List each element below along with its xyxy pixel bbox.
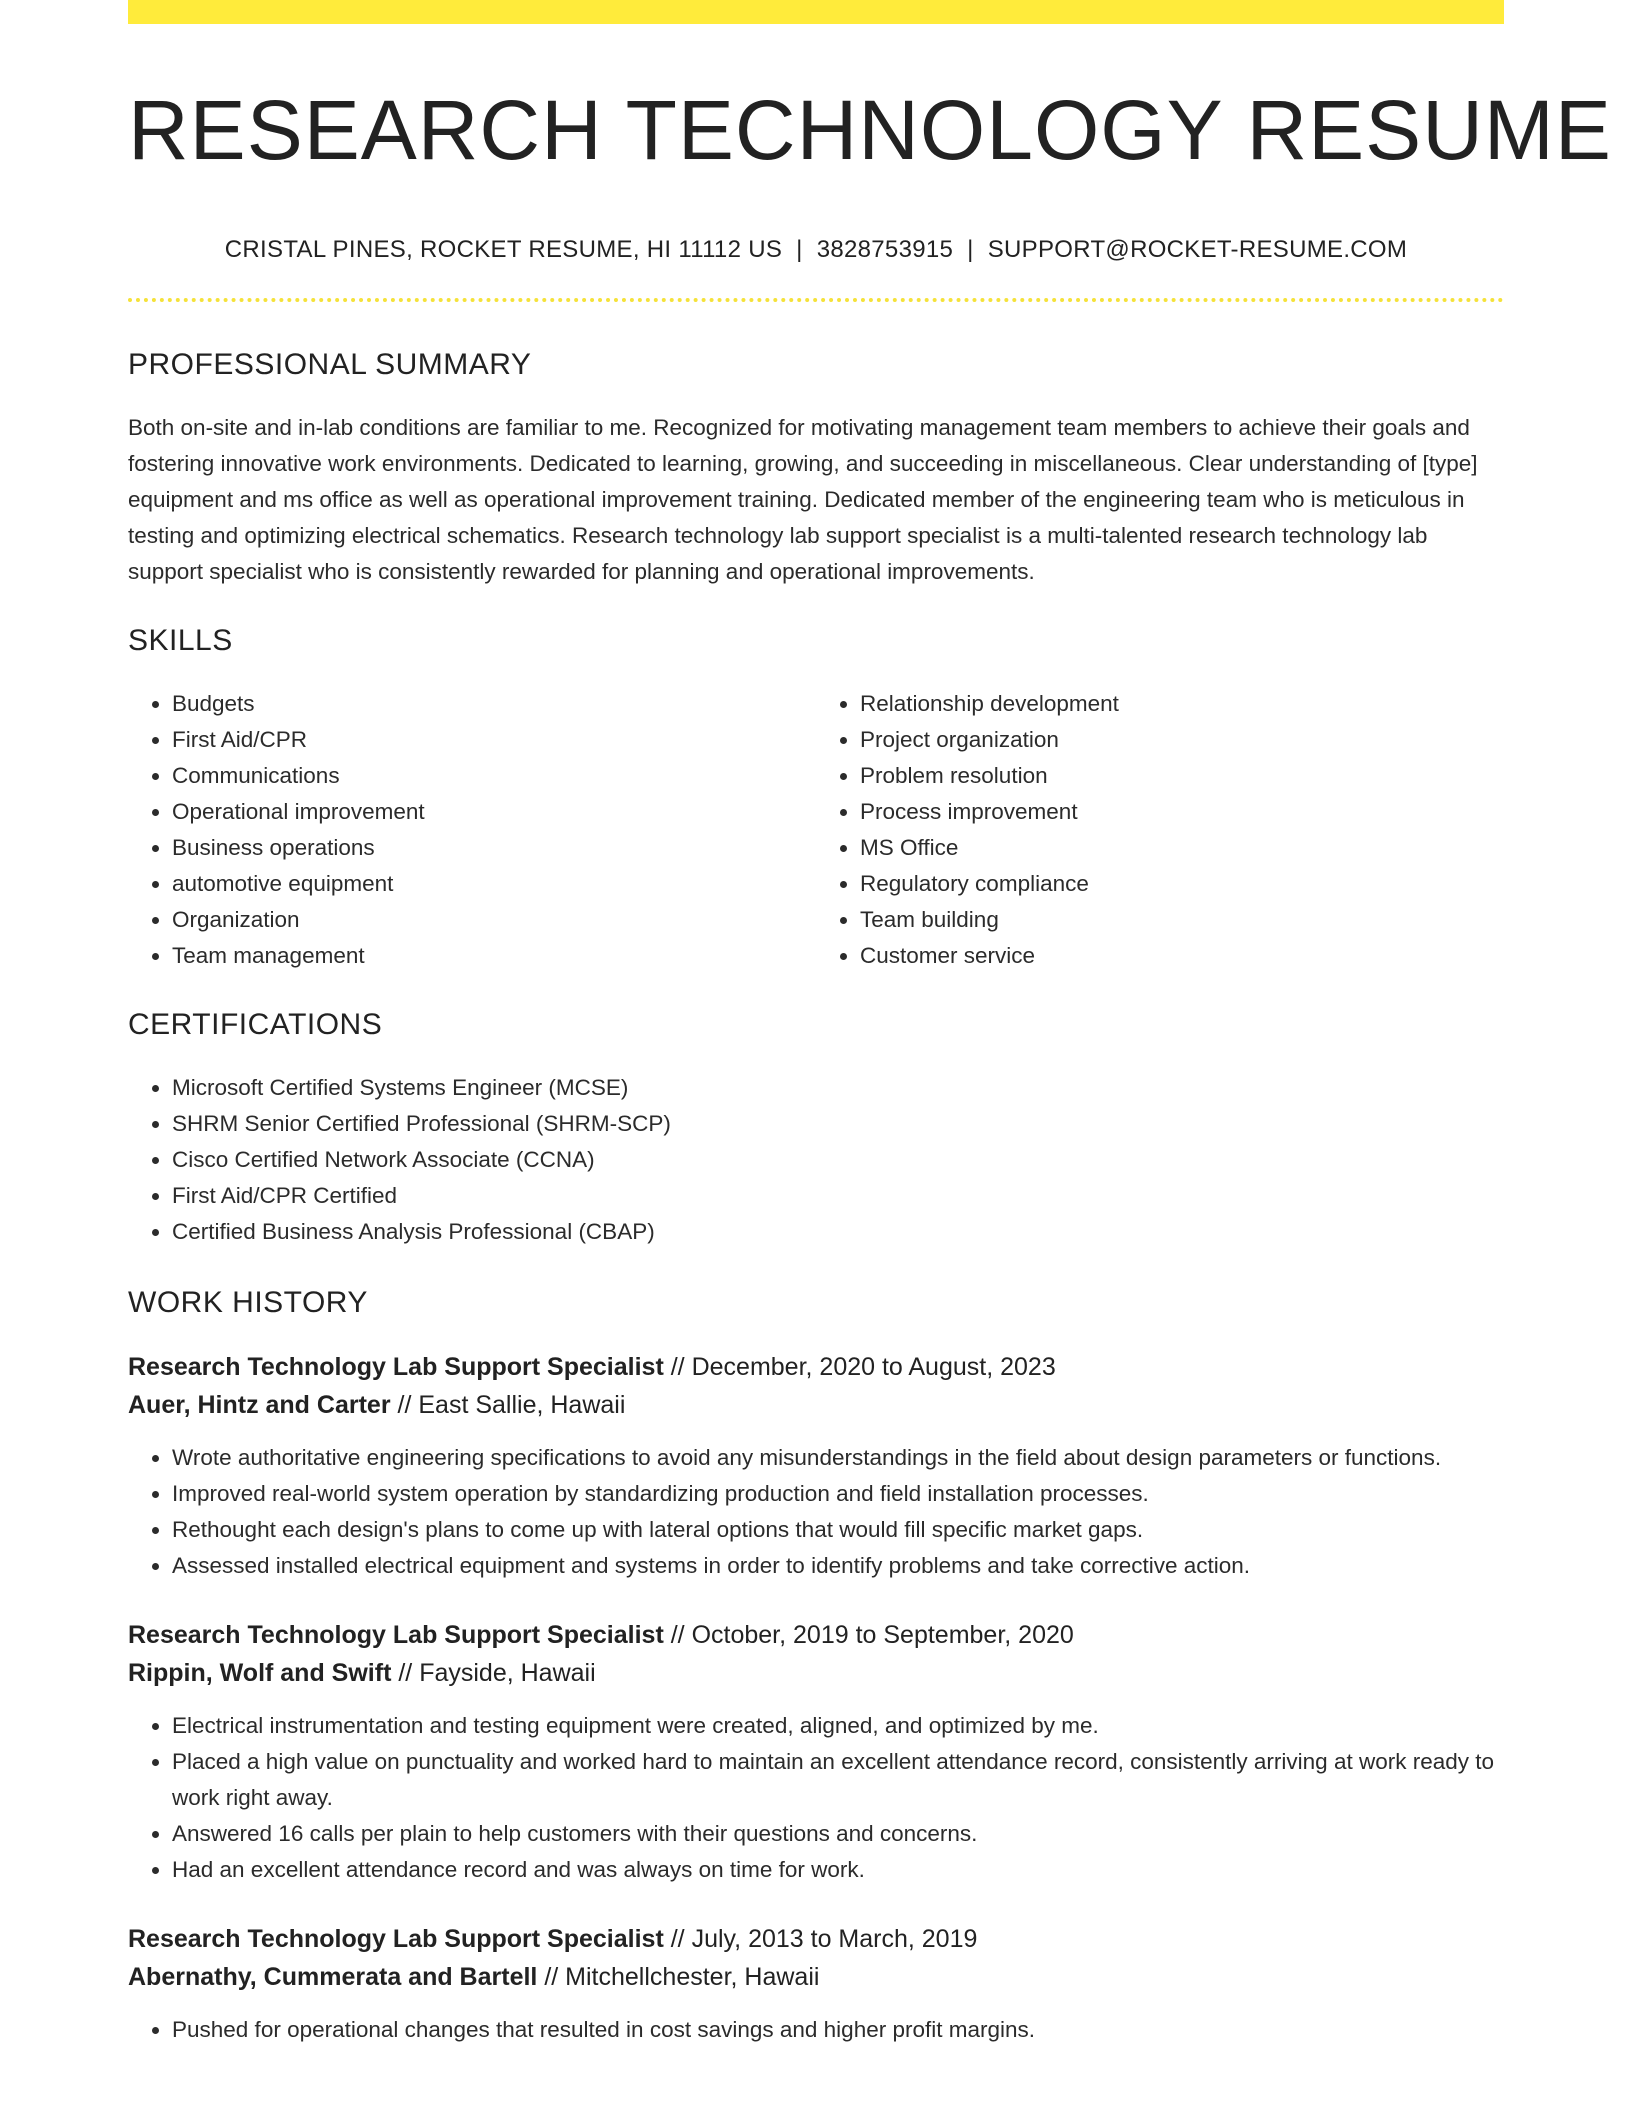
job-title: Research Technology Lab Support Specialist <box>128 1353 664 1382</box>
skill-item: • automotive equipment <box>172 866 816 902</box>
resume-page <box>128 0 1612 2112</box>
job-separator: // <box>663 1353 692 1382</box>
job-company-line <box>128 1386 1504 1424</box>
job-location: Mitchellchester, Hawaii <box>565 1963 820 1992</box>
skill-item: • Process improvement <box>860 794 1504 830</box>
job-bullet: • Pushed for operational changes that resulted in cost savings and higher profit margins. <box>172 2012 1504 2048</box>
job-title: Research Technology Lab Support Specialist <box>128 1925 664 1954</box>
job-entry <box>128 1348 1504 1584</box>
job-company: Abernathy, Cummerata and Bartell <box>128 1963 538 1992</box>
certifications-heading: CERTIFICATIONS <box>128 1008 383 1042</box>
skill-item: • Problem resolution <box>860 758 1504 794</box>
job-location: East Sallie, Hawaii <box>418 1391 626 1420</box>
skills-column-right <box>816 686 1504 974</box>
skill-item: • Team management <box>172 938 816 974</box>
job-location: Fayside, Hawaii <box>419 1659 596 1688</box>
job-separator: // <box>663 1621 692 1650</box>
skill-item: • First Aid/CPR <box>172 722 816 758</box>
summary-text: Both on-site and in-lab conditions are familiar to me. Recognized for motivating management team members to achieve their goals and fostering innovative work environments. Dedicated to learning, growing, and succeeding in miscellaneous. Clear understanding of [type] equipment and ms office as well as operational improvement training. Dedicated member of the engineering team who is meticulous in testing and optimizing electrical schematics. Research technology lab support specialist is a multi-talented research technology lab support specialist who is consistently rewarded for planning and operational improvements. <box>128 415 1478 585</box>
skill-item: • Business operations <box>172 830 816 866</box>
skill-item: • Communications <box>172 758 816 794</box>
job-separator: // <box>391 1659 420 1688</box>
job-company: Auer, Hintz and Carter <box>128 1391 391 1420</box>
skill-item: • MS Office <box>860 830 1504 866</box>
skill-item: • Customer service <box>860 938 1504 974</box>
certification-item: • Cisco Certified Network Associate (CCNA) <box>172 1142 1504 1178</box>
job-dates: December, 2020 to August, 2023 <box>691 1353 1056 1382</box>
contact-email: SUPPORT@ROCKET-RESUME.COM <box>987 236 1408 264</box>
job-title-line <box>128 1616 1504 1654</box>
job-bullets <box>128 2012 1504 2048</box>
job-company-line <box>128 1654 1504 1692</box>
certifications-list <box>128 1070 1504 1250</box>
job-title-line <box>128 1348 1504 1386</box>
certification-item: • SHRM Senior Certified Professional (SHRM-SCP) <box>172 1106 1504 1142</box>
dotted-divider <box>128 298 1504 302</box>
job-bullet: • Wrote authoritative engineering specifications to avoid any misunderstandings in the field about design parameters or functions. <box>172 1440 1504 1476</box>
job-company-line <box>128 1958 1504 1996</box>
skill-item: • Organization <box>172 902 816 938</box>
job-bullet: • Improved real-world system operation by standardizing production and field installation processes. <box>172 1476 1504 1512</box>
contact-phone: 3828753915 <box>816 236 954 264</box>
job-title-line <box>128 1920 1504 1958</box>
contact-line <box>128 236 1504 264</box>
skill-item: • Operational improvement <box>172 794 816 830</box>
certification-item: • Microsoft Certified Systems Engineer (MCSE) <box>172 1070 1504 1106</box>
job-bullet: • Answered 16 calls per plain to help customers with their questions and concerns. <box>172 1816 1504 1852</box>
certification-item: • First Aid/CPR Certified <box>172 1178 1504 1214</box>
certification-item: • Certified Business Analysis Professional (CBAP) <box>172 1214 1504 1250</box>
job-bullet: • Assessed installed electrical equipment and systems in order to identify problems and take corrective action. <box>172 1548 1504 1584</box>
job-bullets <box>128 1440 1504 1584</box>
job-separator: // <box>390 1391 419 1420</box>
skill-item: • Project organization <box>860 722 1504 758</box>
job-bullet: • Electrical instrumentation and testing equipment were created, aligned, and optimized by me. <box>172 1708 1504 1744</box>
skill-item: • Relationship development <box>860 686 1504 722</box>
job-bullet: • Rethought each design's plans to come up with lateral options that would fill specific market gaps. <box>172 1512 1504 1548</box>
job-dates: July, 2013 to March, 2019 <box>691 1925 978 1954</box>
resume-title: RESEARCH TECHNOLOGY RESUME <box>128 83 1612 177</box>
accent-top-bar <box>128 0 1504 24</box>
skill-item: • Regulatory compliance <box>860 866 1504 902</box>
job-separator: // <box>537 1963 566 1992</box>
work-history-heading: WORK HISTORY <box>128 1286 368 1320</box>
skills-column-left <box>128 686 816 974</box>
contact-separator: | <box>796 236 803 264</box>
skill-item: • Budgets <box>172 686 816 722</box>
skill-item: • Team building <box>860 902 1504 938</box>
skills-list <box>128 686 1504 974</box>
summary-heading: PROFESSIONAL SUMMARY <box>128 348 532 382</box>
job-separator: // <box>663 1925 692 1954</box>
job-dates: October, 2019 to September, 2020 <box>691 1621 1074 1650</box>
contact-separator: | <box>967 236 974 264</box>
skills-heading: SKILLS <box>128 624 233 658</box>
job-bullet: • Placed a high value on punctuality and worked hard to maintain an excellent attendance record, consistently arriving at work ready to work right away. <box>172 1744 1504 1816</box>
contact-address: CRISTAL PINES, ROCKET RESUME, HI 11112 US <box>224 236 783 264</box>
job-entry <box>128 1920 1504 2048</box>
job-entry <box>128 1616 1504 1888</box>
job-bullets <box>128 1708 1504 1888</box>
job-title: Research Technology Lab Support Specialist <box>128 1621 664 1650</box>
job-company: Rippin, Wolf and Swift <box>128 1659 392 1688</box>
job-bullet: • Had an excellent attendance record and was always on time for work. <box>172 1852 1504 1888</box>
